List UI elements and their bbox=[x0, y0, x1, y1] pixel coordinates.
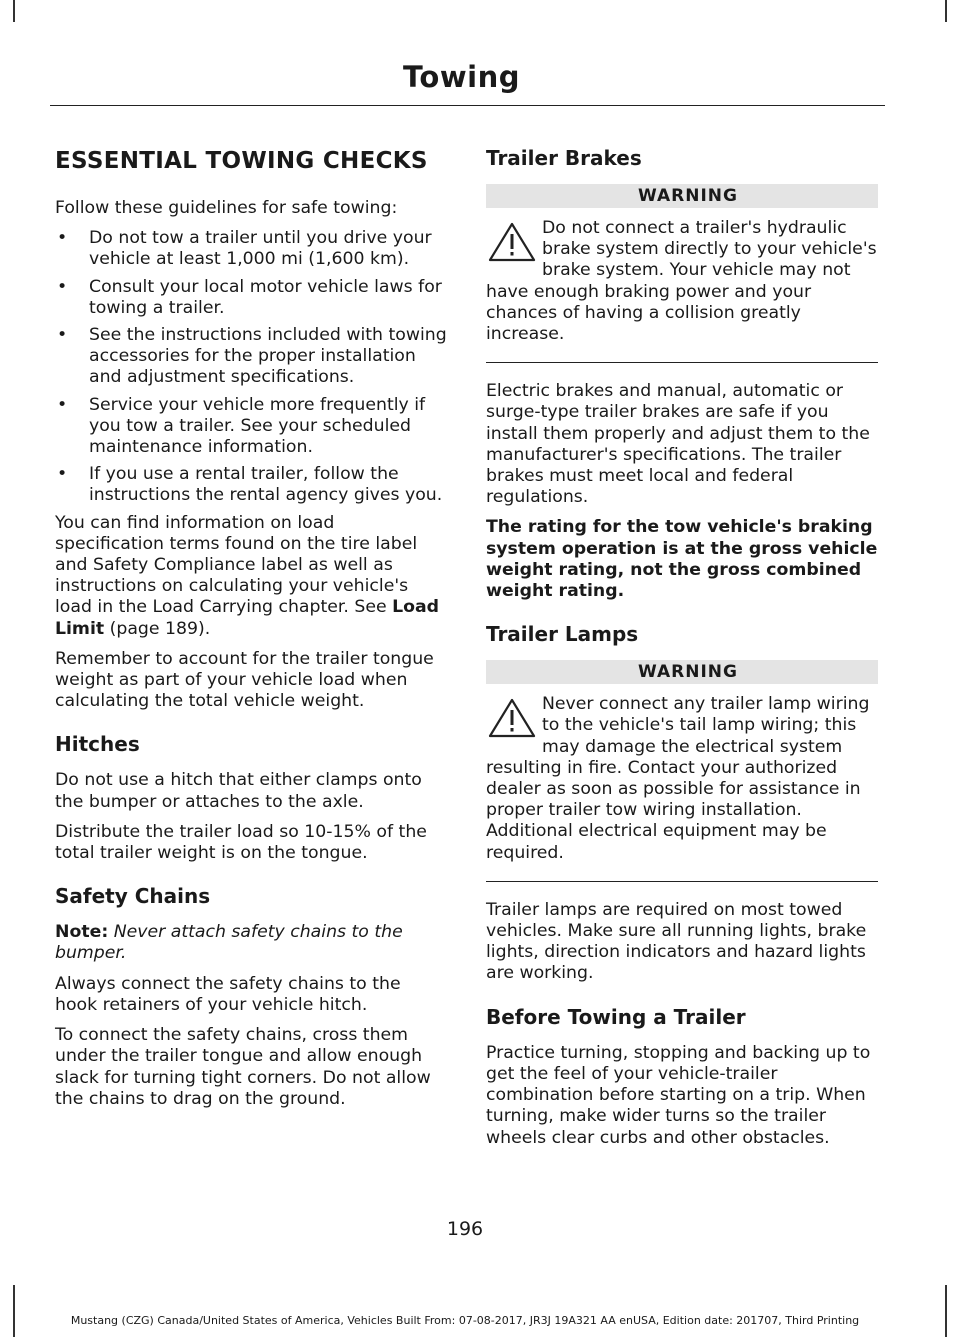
page-header-title: Towing bbox=[403, 60, 520, 94]
header-divider bbox=[50, 105, 885, 106]
chains-paragraph-2: To connect the safety chains, cross them under the trailer tongue and allow enough slack for turning tight corners. Do not allow the chains to drag on the ground. bbox=[55, 1025, 431, 1109]
before-towing-heading: Before Towing a Trailer bbox=[486, 1004, 746, 1029]
list-item bbox=[55, 228, 447, 270]
guidelines-list bbox=[55, 228, 447, 506]
page-number: 196 bbox=[446, 1218, 484, 1240]
bullet-icon: • bbox=[57, 464, 68, 485]
left-column bbox=[55, 142, 447, 1119]
before-towing-paragraph: Practice turning, stopping and backing up to get the feel of your vehicle-trailer combination before starting on a trip. When turning, make wider turns so the trailer wheels clear curbs and other obstacles. bbox=[486, 1042, 871, 1148]
load-info-paragraph bbox=[55, 513, 447, 640]
warning-divider bbox=[486, 362, 878, 363]
lamps-paragraph: Trailer lamps are required on most towed vehicles. Make sure all running lights, brake lights, direction indicators and hazard lights are working. bbox=[486, 899, 867, 984]
bullet-icon: • bbox=[57, 325, 68, 346]
list-item-text: If you use a rental trailer, follow the instructions the rental agency gives you. bbox=[89, 464, 443, 506]
chains-paragraph-1: Always connect the safety chains to the hook retainers of your vehicle hitch. bbox=[55, 973, 401, 1015]
brakes-paragraph: Electric brakes and manual, automatic or surge-type trailer brakes are safe if you install them properly and adjust them to the manufacturer's specifications. The trailer brakes must meet local and federal regulations. bbox=[486, 381, 870, 508]
hitches-paragraph-1: Do not use a hitch that either clamps onto the bumper or attaches to the axle. bbox=[55, 770, 422, 812]
trailer-lamps-heading: Trailer Lamps bbox=[486, 622, 639, 647]
page-reference: (page 189). bbox=[104, 618, 211, 639]
hitches-paragraph-2: Distribute the trailer load so 10-15% of the total trailer weight is on the tongue. bbox=[55, 821, 427, 864]
safety-chains-heading: Safety Chains bbox=[55, 884, 211, 909]
bullet-icon: • bbox=[57, 394, 68, 415]
trailer-brakes-heading: Trailer Brakes bbox=[486, 146, 642, 170]
note-text: Never attach safety chains to the bumper. bbox=[55, 922, 403, 964]
bullet-icon: • bbox=[57, 276, 68, 297]
list-item bbox=[55, 395, 447, 459]
crop-mark-bottom-right bbox=[945, 1285, 947, 1337]
warning-banner: WARNING bbox=[486, 184, 878, 208]
right-column bbox=[486, 142, 878, 1158]
list-item-text: See the instructions included with towing accessories for the proper installation and adjustment specifications. bbox=[89, 325, 447, 388]
list-item bbox=[55, 277, 447, 319]
tongue-weight-paragraph: Remember to account for the trailer tongue weight as part of your vehicle load when calculating the total vehicle weight. bbox=[55, 648, 434, 712]
list-item bbox=[55, 325, 447, 389]
warning-triangle-icon bbox=[486, 696, 542, 740]
warning-box bbox=[486, 694, 878, 864]
hitches-heading: Hitches bbox=[55, 732, 140, 757]
load-info-text: You can find information on load specification terms found on the tire label and Safety Compliance label as well as instructions on calculating your vehicle's load in the Load Carrying chapter. See bbox=[55, 512, 418, 618]
crop-mark-bottom-left bbox=[13, 1285, 15, 1337]
warning-text: Never connect any trailer lamp wiring to the vehicle's tail lamp wiring; this may damage the electrical system resulting in fire. Contact your authorized dealer as soon as possible for assistance in proper trailer tow wiring installation. Additional electrical equipment may be required. bbox=[486, 694, 870, 863]
bullet-icon: • bbox=[57, 228, 68, 249]
crop-mark-top-left bbox=[13, 0, 15, 22]
warning-text: Do not connect a trailer's hydraulic brake system directly to your vehicle's brake system. Your vehicle may not have enough braking power and your chances of having a collision greatly increase. bbox=[486, 218, 877, 345]
warning-banner: WARNING bbox=[486, 660, 878, 684]
note-label: Note: bbox=[55, 922, 109, 943]
list-item-text: Do not tow a trailer until you drive your vehicle at least 1,000 mi (1,600 km). bbox=[89, 228, 432, 270]
intro-text: Follow these guidelines for safe towing: bbox=[55, 198, 398, 218]
warning-box bbox=[486, 218, 878, 345]
list-item-text: Service your vehicle more frequently if you tow a trailer. See your scheduled maintenance information. bbox=[89, 394, 426, 458]
list-item-text: Consult your local motor vehicle laws for towing a trailer. bbox=[89, 276, 442, 318]
warning-divider bbox=[486, 881, 878, 882]
footer-text: Mustang (CZG) Canada/United States of America, Vehicles Built From: 07-08-2017, JR3J 19A321 AA enUSA, Edition date: 201707, Third Printing bbox=[70, 1314, 860, 1327]
section-title: ESSENTIAL TOWING CHECKS bbox=[55, 148, 428, 174]
list-item bbox=[55, 464, 447, 506]
brakes-rating-paragraph: The rating for the tow vehicle's braking system operation is at the gross vehicle weight rating, not the gross combined weight rating. bbox=[486, 517, 878, 602]
load-limit-link[interactable]: Load Limit bbox=[55, 597, 440, 639]
crop-mark-top-right bbox=[945, 0, 947, 22]
warning-triangle-icon bbox=[486, 220, 542, 264]
note-paragraph bbox=[55, 922, 447, 964]
